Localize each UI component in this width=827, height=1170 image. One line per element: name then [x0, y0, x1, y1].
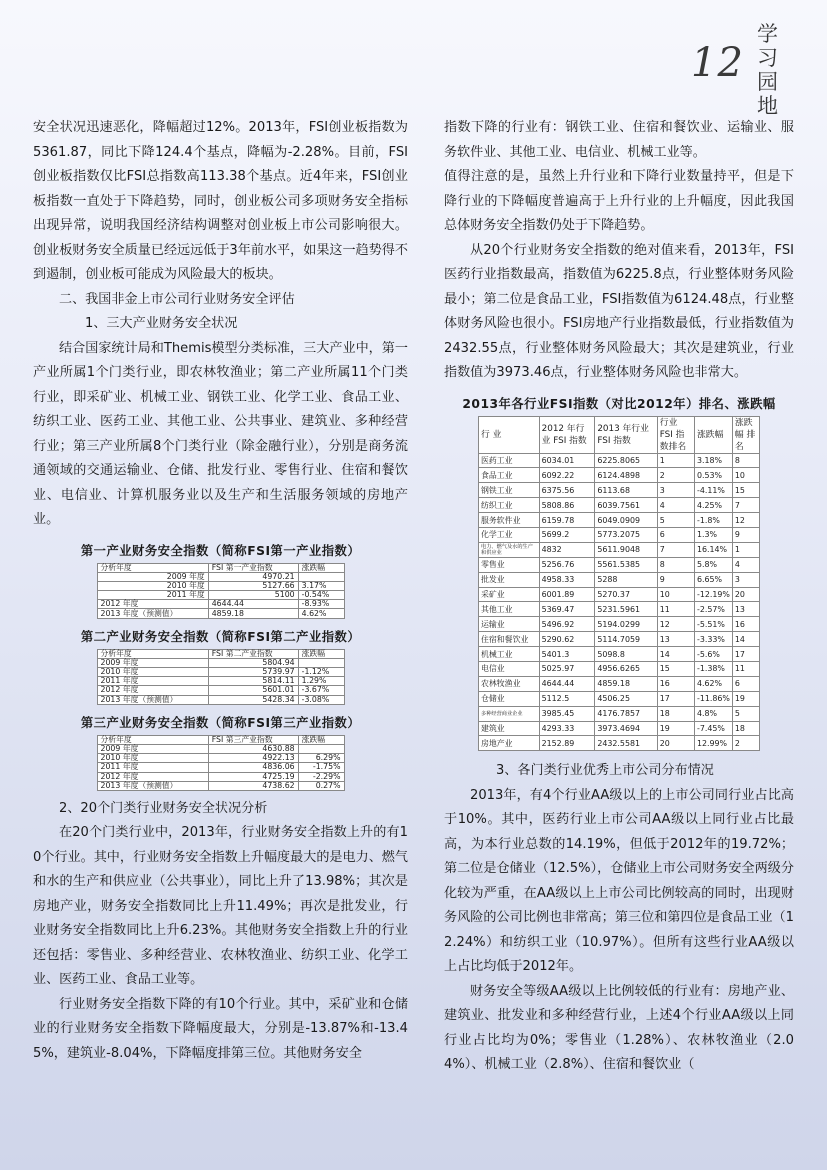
table-cell: 5814.11 — [208, 677, 298, 686]
table-cell: 8 — [732, 453, 759, 468]
paragraph: 值得注意的是，虽然上升行业和下降行业数量持平，但是下降行业的下降幅度普遍高于上升行业的上升幅度，因此我国总体财务安全指数仍处于下降趋势。 — [444, 169, 794, 233]
table-cell: 14 — [732, 632, 759, 647]
table-cell: -3.67% — [298, 686, 344, 695]
table-cell: 4725.19 — [208, 772, 298, 781]
table-cell: -3.08% — [298, 695, 344, 704]
page-number: 12 — [691, 40, 744, 86]
table-cell: 4970.21 — [208, 572, 298, 581]
table-cell: 住宿和餐饮业 — [479, 632, 540, 647]
table-cell: 5369.47 — [539, 602, 595, 617]
brand-char: 习 — [757, 46, 778, 70]
table-cell: 电信业 — [479, 661, 540, 676]
table-cell: 0.27% — [298, 781, 344, 790]
table-cell: 5231.5961 — [595, 602, 657, 617]
table-cell: 2 — [732, 736, 759, 751]
table-cell: 12.99% — [694, 736, 732, 751]
table-cell: 6039.7561 — [595, 498, 657, 513]
table-cell: 12 — [657, 617, 694, 632]
table-cell: 2009 年度 — [97, 744, 208, 753]
table-cell: 医药工业 — [479, 453, 540, 468]
table-cell: 分析年度 — [97, 563, 208, 572]
table-cell: 5699.2 — [539, 527, 595, 542]
table-cell: 5496.92 — [539, 617, 595, 632]
table-cell: 4176.7857 — [595, 706, 657, 721]
table-cell: -1.38% — [694, 661, 732, 676]
table-cell: FSI 第二产业指数 — [208, 649, 298, 658]
table-row — [479, 453, 760, 468]
subsection-heading: 3、各门类行业优秀上市公司分布情况 — [496, 763, 714, 779]
table-cell: 1.3% — [694, 527, 732, 542]
table-cell: 4293.33 — [539, 721, 595, 736]
table-row — [97, 772, 344, 781]
paragraph: 结合国家统计局和Themis模型分类标准，三大产业中，第一产业所属1个门类行业，即农林牧渔业；第二产业所属11个门类行业，即采矿业、机械工业、钢铁工业、化学工业、食品工业、纺织工业、医药工业、其他工业、公共事业、建筑业、多种经营行业；第三产业所属8个门类行业（除金融行业），分别是商务流通领域的交通运输业、仓储、批发行业、零售行业、住宿和餐饮业、电信业、计算机服务业以及生产和生活服务领域的房地产业。 — [33, 340, 408, 527]
paragraph: 行业财务安全指数下降的有10个行业。其中，采矿业和仓储业的行业财务安全指数下降幅度最大，分别是-13.87%和-13.45%，建筑业-8.04%，下降幅度排第三位。其他财务安全 — [33, 996, 408, 1061]
table-cell: 1.29% — [298, 677, 344, 686]
table-cell: 5288 — [595, 572, 657, 587]
table-cell: 涨跌幅 — [298, 649, 344, 658]
table-cell: 5 — [732, 706, 759, 721]
table-cell: 7 — [732, 498, 759, 513]
table-cell: -1.8% — [694, 513, 732, 528]
table-row — [479, 572, 760, 587]
table-cell: 2009 年度 — [97, 572, 208, 581]
table-cell: 2013 年行业 FSI 指数 — [595, 416, 657, 453]
paragraph: 在20个门类行业中，2013年，行业财务安全指数上升的有10个行业。其中，行业财务安全指数上升幅度最大的是电力、燃气和水的生产和供应业（公共事业），同比上升了13.98%；其次是房地产业，财务安全指数同比上升11.49%；再次是批发业，行业财务安全指数同比上升6.23%。其他财务安全指数上升的行业还包括：零售业、多种经营业、农林牧渔业、纺织工业、化学工业、医药工业、食品工业等。 — [33, 825, 408, 988]
table-cell: 2010 年度 — [97, 668, 208, 677]
table-cell: 6 — [657, 527, 694, 542]
table-cell: 5.8% — [694, 557, 732, 572]
table-cell: 15 — [732, 483, 759, 498]
table-cell: 4958.33 — [539, 572, 595, 587]
table-cell: 5739.97 — [208, 668, 298, 677]
table-cell: 3.17% — [298, 581, 344, 590]
table-cell: 电力、燃气及水的生产和供应业 — [479, 542, 540, 557]
table-row — [479, 468, 760, 483]
paragraph: 2013年，有4个行业AA级以上的上市公司同行业占比高于10%。其中，医药行业上市公司AA级以上同行业占比最高，为本行业总数的14.19%，但低于2012年的19.72%；第二位是仓储业（12.5%），仓储业上市公司财务安全两级分化较为严重，在AA级以上上市公司比例较高的同时，出现财务风险的公司比例也非常高；第三位和第四位是食品工业（12.24%）和纺织工业（10.97%）。但所有这些行业AA级以上占比均低于2012年。 — [444, 787, 794, 975]
table-cell: -5.6% — [694, 647, 732, 662]
table-cell: 16 — [732, 617, 759, 632]
table-cell: 3 — [657, 483, 694, 498]
table-cell: 4.62% — [694, 676, 732, 691]
table-cell: 5098.8 — [595, 647, 657, 662]
paragraph: 财务安全等级AA级以上比例较低的行业有：房地产业、建筑业、批发业和多种经营行业，上述4个行业AA级以上同行业占比均为0%；零售业（1.28%）、农林牧渔业（2.04%）、机械工业（2.8%）、住宿和餐饮业（ — [444, 983, 794, 1073]
table-cell: 5194.0299 — [595, 617, 657, 632]
table-cell: 2013 年度（预测值） — [97, 781, 208, 790]
table-cell: 1 — [732, 542, 759, 557]
table-row — [97, 572, 344, 581]
table-cell: 2010 年度 — [97, 754, 208, 763]
table-row — [479, 736, 760, 751]
table-cell: 5270.37 — [595, 587, 657, 602]
brand-char: 地 — [757, 94, 778, 118]
secondary-industry-table — [97, 649, 345, 705]
table-cell: 化学工业 — [479, 527, 540, 542]
table-cell: 其他工业 — [479, 602, 540, 617]
table-cell: 5114.7059 — [595, 632, 657, 647]
table-cell: 5025.97 — [539, 661, 595, 676]
table-cell: 采矿业 — [479, 587, 540, 602]
table-caption: 第三产业财务安全指数（简称FSI第三产业指数） — [80, 715, 361, 730]
table-cell — [298, 572, 344, 581]
table-cell: 3985.45 — [539, 706, 595, 721]
table-cell: 5804.94 — [208, 658, 298, 667]
table-cell: 3.18% — [694, 453, 732, 468]
table-cell: -11.86% — [694, 691, 732, 706]
table-cell: 2012 年度 — [97, 600, 208, 609]
table-cell: 9 — [732, 527, 759, 542]
table-cell: 机械工业 — [479, 647, 540, 662]
table-cell: 4859.18 — [595, 676, 657, 691]
section-brand — [757, 22, 781, 118]
table-row — [479, 542, 760, 557]
table-row — [479, 676, 760, 691]
table-row — [479, 691, 760, 706]
table-cell: -7.45% — [694, 721, 732, 736]
table-cell: 11 — [657, 602, 694, 617]
table-cell: 食品工业 — [479, 468, 540, 483]
table-header-row — [479, 416, 760, 453]
table-cell: 1 — [657, 453, 694, 468]
table-cell: 2011 年度 — [97, 591, 208, 600]
table-header-row — [97, 563, 344, 572]
table-cell: 2009 年度 — [97, 658, 208, 667]
table-cell: 8 — [657, 557, 694, 572]
table-cell: -4.11% — [694, 483, 732, 498]
table-row — [479, 617, 760, 632]
table-cell: 4738.62 — [208, 781, 298, 790]
table-cell: 0.53% — [694, 468, 732, 483]
table-cell: 4630.88 — [208, 744, 298, 753]
table-cell: 2013 年度（预测值） — [97, 695, 208, 704]
table-cell: 纺织工业 — [479, 498, 540, 513]
table-row — [479, 602, 760, 617]
table-row — [97, 686, 344, 695]
table-cell: 6375.56 — [539, 483, 595, 498]
table-row — [479, 557, 760, 572]
table-cell: 仓储业 — [479, 691, 540, 706]
table-cell: 钢铁工业 — [479, 483, 540, 498]
table-cell: 5290.62 — [539, 632, 595, 647]
table-cell: 17 — [732, 647, 759, 662]
table-row — [479, 706, 760, 721]
table-row — [479, 498, 760, 513]
brand-char: 园 — [757, 70, 778, 94]
table-cell: 6001.89 — [539, 587, 595, 602]
table-cell: 20 — [732, 587, 759, 602]
table-cell: 4.25% — [694, 498, 732, 513]
table-cell: 16 — [657, 676, 694, 691]
table-cell: 6225.8065 — [595, 453, 657, 468]
table-cell: FSI 第一产业指数 — [208, 563, 298, 572]
table-cell: 2012 年度 — [97, 772, 208, 781]
subsection-heading: 2、20个门类行业财务安全状况分析 — [59, 800, 268, 816]
table-cell: 5256.76 — [539, 557, 595, 572]
table-cell: 6034.01 — [539, 453, 595, 468]
table-cell: 5127.66 — [208, 581, 298, 590]
table-caption: 第二产业财务安全指数（简称FSI第二产业指数） — [80, 629, 361, 644]
table-cell: 4922.13 — [208, 754, 298, 763]
table-cell: 批发业 — [479, 572, 540, 587]
table-cell: -5.51% — [694, 617, 732, 632]
table-cell: 分析年度 — [97, 735, 208, 744]
table-cell: 4.62% — [298, 609, 344, 618]
table-cell: 2011 年度 — [97, 763, 208, 772]
table-cell: 4644.44 — [208, 600, 298, 609]
table-row — [97, 600, 344, 609]
table-cell: 行业 FSI 指数排名 — [657, 416, 694, 453]
table-cell: 4836.06 — [208, 763, 298, 772]
table-cell: 5773.2075 — [595, 527, 657, 542]
table-cell: 房地产业 — [479, 736, 540, 751]
primary-industry-table — [97, 563, 345, 619]
table-cell: 涨跌幅 — [694, 416, 732, 453]
table-cell: 17 — [657, 691, 694, 706]
table-cell: 6.65% — [694, 572, 732, 587]
table-cell: 2012 年行业 FSI 指数 — [539, 416, 595, 453]
table-cell: 分析年度 — [97, 649, 208, 658]
table-cell: 2152.89 — [539, 736, 595, 751]
table-caption: 第一产业财务安全指数（简称FSI第一产业指数） — [80, 543, 361, 558]
table-cell: 18 — [732, 721, 759, 736]
table-cell: 11 — [732, 661, 759, 676]
table-cell: 15 — [657, 661, 694, 676]
table-cell: 5401.3 — [539, 647, 595, 662]
table-row — [97, 609, 344, 618]
table-cell: 4506.25 — [595, 691, 657, 706]
table-cell: 10 — [732, 468, 759, 483]
table-cell: 2013 年度（预测值） — [97, 609, 208, 618]
table-cell: 5 — [657, 513, 694, 528]
table-cell: 零售业 — [479, 557, 540, 572]
table-cell: 6159.78 — [539, 513, 595, 528]
table-cell: 10 — [657, 587, 694, 602]
table-cell: 6124.4898 — [595, 468, 657, 483]
table-cell: 14 — [657, 647, 694, 662]
table-row — [479, 647, 760, 662]
table-cell: 6049.0909 — [595, 513, 657, 528]
left-column — [33, 116, 408, 1066]
table-cell: 4.8% — [694, 706, 732, 721]
table-cell: 5808.86 — [539, 498, 595, 513]
table-cell: 6 — [732, 676, 759, 691]
table-cell: 4 — [657, 498, 694, 513]
table-cell: 涨跌幅 — [298, 563, 344, 572]
table-cell: 5100 — [208, 591, 298, 600]
table-caption: 2013年各行业FSI指数（对比2012年）排名、涨跌幅 — [462, 396, 776, 411]
table-cell: 5601.01 — [208, 686, 298, 695]
table-cell: 4859.18 — [208, 609, 298, 618]
table-cell: 服务软件业 — [479, 513, 540, 528]
table-cell: 2011 年度 — [97, 677, 208, 686]
table-cell: 4956.6265 — [595, 661, 657, 676]
table-cell: 7 — [657, 542, 694, 557]
paragraph: 从20个行业财务安全指数的绝对值来看，2013年，FSI医药行业指数最高，指数值为6225.8点，行业整体财务风险最小；第二位是食品工业，FSI指数值为6124.48点，行业整体财务风险也很小。FSI房地产行业指数最低，行业指数值为2432.55点，行业整体财务风险最大；其次是建筑业，行业指数值为3973.46点，行业整体财务风险也非常大。 — [444, 242, 794, 380]
table-cell: 运输业 — [479, 617, 540, 632]
table-cell: 2432.5581 — [595, 736, 657, 751]
table-cell: 16.14% — [694, 542, 732, 557]
table-cell: -3.33% — [694, 632, 732, 647]
table-row — [97, 695, 344, 704]
subsection-heading: 1、三大产业财务安全状况 — [85, 316, 238, 331]
table-cell: 20 — [657, 736, 694, 751]
paragraph: 安全状况迅速恶化，降幅超过12%。2013年，FSI创业板指数为5361.87，同比下降124.4个基点，降幅为-2.28%。目前，FSI创业板指数仅比FSI总指数高113.38个基点。近4年来，FSI创业板指数一直处于下降趋势，同时，创业板公司多项财务安全指标出现异常，说明我国经济结构调整对创业板上市公司影响很大。创业板财务安全质量已经远远低于3年前水平，如果这一趋势得不到遏制，创业板可能成为风险最大的板块。 — [33, 120, 408, 282]
table-cell: 12 — [732, 513, 759, 528]
table-cell: 4 — [732, 557, 759, 572]
brand-char: 学 — [757, 22, 778, 46]
table-row — [479, 483, 760, 498]
section-heading: 二、我国非金上市公司行业财务安全评估 — [59, 291, 295, 307]
paragraph: 指数下降的行业有：钢铁工业、住宿和餐饮业、运输业、服务软件业、其他工业、电信业、机械工业等。 — [444, 120, 794, 160]
table-cell: 3973.4694 — [595, 721, 657, 736]
table-cell: 行 业 — [479, 416, 540, 453]
table-cell: FSI 第三产业指数 — [208, 735, 298, 744]
table-cell: 涨跌幅 排名 — [732, 416, 759, 453]
table-cell: 多种经营商业企业 — [479, 706, 540, 721]
industry-ranking-table — [478, 416, 760, 752]
table-row — [479, 721, 760, 736]
table-cell: 4832 — [539, 542, 595, 557]
table-cell: 2012 年度 — [97, 686, 208, 695]
table-cell: 建筑业 — [479, 721, 540, 736]
table-cell: 6092.22 — [539, 468, 595, 483]
table-cell: 4644.44 — [539, 676, 595, 691]
table-cell: 3 — [732, 572, 759, 587]
table-cell: -1.75% — [298, 763, 344, 772]
table-cell: -2.29% — [298, 772, 344, 781]
table-row — [479, 587, 760, 602]
page-header — [691, 18, 791, 118]
table-cell: 农林牧渔业 — [479, 676, 540, 691]
table-cell: 2 — [657, 468, 694, 483]
table-row — [97, 763, 344, 772]
table-cell: 19 — [732, 691, 759, 706]
table-cell: 13 — [732, 602, 759, 617]
table-header-row — [97, 649, 344, 658]
table-cell: -2.57% — [694, 602, 732, 617]
table-cell: 5112.5 — [539, 691, 595, 706]
table-cell: 5561.5385 — [595, 557, 657, 572]
table-row — [479, 661, 760, 676]
table-row — [97, 781, 344, 790]
right-column — [444, 116, 794, 1078]
table-row — [479, 513, 760, 528]
table-cell: -1.12% — [298, 668, 344, 677]
table-row — [479, 632, 760, 647]
table-cell: 13 — [657, 632, 694, 647]
table-cell: -8.93% — [298, 600, 344, 609]
table-cell: 涨跌幅 — [298, 735, 344, 744]
table-cell: 5428.34 — [208, 695, 298, 704]
table-cell: 5611.9048 — [595, 542, 657, 557]
table-cell: -12.19% — [694, 587, 732, 602]
table-cell: -0.54% — [298, 591, 344, 600]
table-cell: 6113.68 — [595, 483, 657, 498]
table-cell: 18 — [657, 706, 694, 721]
tertiary-industry-table — [97, 735, 345, 791]
table-cell: 9 — [657, 572, 694, 587]
table-cell: 2010 年度 — [97, 581, 208, 590]
table-cell: 19 — [657, 721, 694, 736]
table-cell: 6.29% — [298, 754, 344, 763]
table-row — [479, 527, 760, 542]
